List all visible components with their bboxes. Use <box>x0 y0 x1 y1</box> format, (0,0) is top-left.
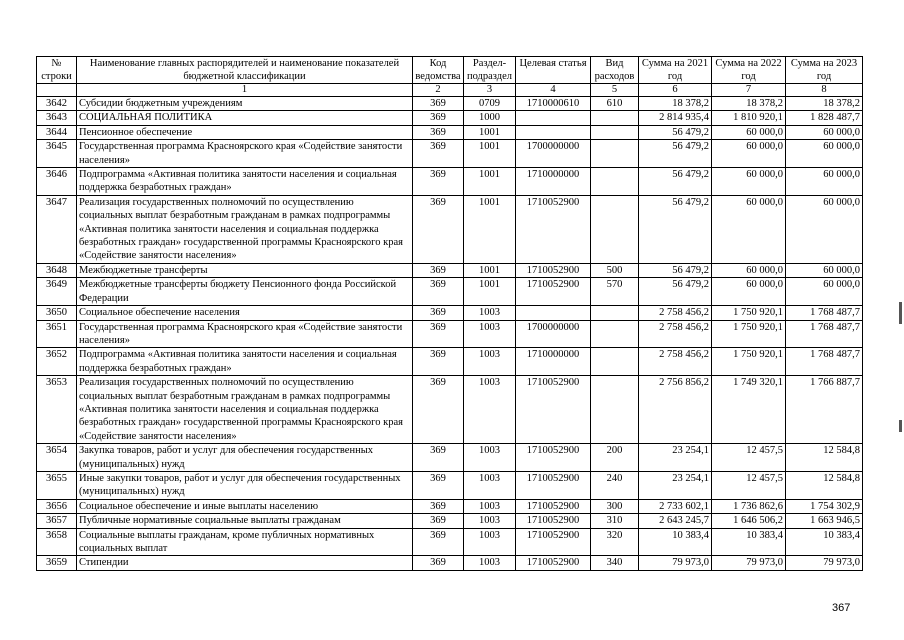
table-row <box>37 471 863 499</box>
index-cell <box>37 84 77 97</box>
row-sum-2022: 18 378,2 <box>712 97 786 111</box>
row-name: Публичные нормативные социальные выплаты гражданам <box>77 514 413 528</box>
row-number: 3652 <box>37 348 77 376</box>
row-sum-2021: 18 378,2 <box>639 97 712 111</box>
index-cell: 1 <box>77 84 413 97</box>
row-ved: 369 <box>413 471 464 499</box>
row-vid <box>591 348 639 376</box>
row-celevaya: 1710000000 <box>516 348 591 376</box>
row-sum-2023: 1 828 487,7 <box>786 111 863 125</box>
table-row <box>37 376 863 444</box>
row-name: Иные закупки товаров, работ и услуг для обеспечения государственных (муниципальных) нужд <box>77 471 413 499</box>
row-vid: 610 <box>591 97 639 111</box>
row-celevaya: 1710052900 <box>516 556 591 570</box>
row-ved: 369 <box>413 514 464 528</box>
row-razdel: 1003 <box>464 499 516 513</box>
row-name: Закупка товаров, работ и услуг для обеспечения государственных (муниципальных) нужд <box>77 444 413 472</box>
row-sum-2022: 60 000,0 <box>712 125 786 139</box>
row-razdel: 1003 <box>464 556 516 570</box>
row-sum-2023: 1 766 887,7 <box>786 376 863 444</box>
row-vid: 340 <box>591 556 639 570</box>
row-sum-2021: 2 758 456,2 <box>639 348 712 376</box>
row-celevaya: 1710052900 <box>516 528 591 556</box>
row-number: 3653 <box>37 376 77 444</box>
row-name: Подпрограмма «Активная политика занятости населения и социальная поддержка безработных граждан» <box>77 348 413 376</box>
row-celevaya: 1710052900 <box>516 471 591 499</box>
table-row <box>37 97 863 111</box>
row-number: 3648 <box>37 263 77 277</box>
row-sum-2021: 56 479,2 <box>639 168 712 196</box>
row-razdel: 1003 <box>464 444 516 472</box>
page-number: 367 <box>832 602 851 614</box>
row-sum-2022: 1 736 862,6 <box>712 499 786 513</box>
row-sum-2021: 2 814 935,4 <box>639 111 712 125</box>
header-name: Наименование главных распорядителей и наименование показателей бюджетной классификации <box>77 57 413 84</box>
row-name: Стипендии <box>77 556 413 570</box>
row-vid: 200 <box>591 444 639 472</box>
row-vid <box>591 306 639 320</box>
row-sum-2021: 2 733 602,1 <box>639 499 712 513</box>
row-celevaya: 1710052900 <box>516 499 591 513</box>
row-vid: 240 <box>591 471 639 499</box>
scan-edge-mark <box>899 302 902 324</box>
row-number: 3654 <box>37 444 77 472</box>
row-number: 3645 <box>37 140 77 168</box>
row-number: 3647 <box>37 195 77 263</box>
row-celevaya: 1700000000 <box>516 140 591 168</box>
table-row <box>37 320 863 348</box>
row-sum-2022: 60 000,0 <box>712 140 786 168</box>
row-ved: 369 <box>413 306 464 320</box>
index-cell: 6 <box>639 84 712 97</box>
row-sum-2021: 10 383,4 <box>639 528 712 556</box>
table-row <box>37 195 863 263</box>
table-row <box>37 444 863 472</box>
row-ved: 369 <box>413 444 464 472</box>
row-celevaya: 1710052900 <box>516 514 591 528</box>
table-row <box>37 306 863 320</box>
row-razdel: 1001 <box>464 125 516 139</box>
row-number: 3659 <box>37 556 77 570</box>
table-row <box>37 125 863 139</box>
row-sum-2023: 60 000,0 <box>786 168 863 196</box>
row-vid <box>591 376 639 444</box>
row-celevaya: 1710052900 <box>516 376 591 444</box>
row-razdel: 1003 <box>464 376 516 444</box>
row-celevaya: 1710000000 <box>516 168 591 196</box>
row-razdel: 1003 <box>464 348 516 376</box>
header-celevaya: Целевая статья <box>516 57 591 84</box>
row-sum-2021: 56 479,2 <box>639 125 712 139</box>
row-number: 3656 <box>37 499 77 513</box>
row-ved: 369 <box>413 556 464 570</box>
row-razdel: 1001 <box>464 168 516 196</box>
row-sum-2022: 1 749 320,1 <box>712 376 786 444</box>
row-sum-2023: 1 768 487,7 <box>786 306 863 320</box>
row-name: Государственная программа Красноярского края «Содействие занятости населения» <box>77 140 413 168</box>
table-row <box>37 140 863 168</box>
row-razdel: 0709 <box>464 97 516 111</box>
row-razdel: 1001 <box>464 263 516 277</box>
row-name: Субсидии бюджетным учреждениям <box>77 97 413 111</box>
row-number: 3650 <box>37 306 77 320</box>
row-vid <box>591 140 639 168</box>
row-name: СОЦИАЛЬНАЯ ПОЛИТИКА <box>77 111 413 125</box>
row-ved: 369 <box>413 528 464 556</box>
row-razdel: 1003 <box>464 306 516 320</box>
header-razdel: Раздел-подраздел <box>464 57 516 84</box>
row-sum-2021: 2 758 456,2 <box>639 306 712 320</box>
row-sum-2023: 60 000,0 <box>786 140 863 168</box>
row-celevaya <box>516 125 591 139</box>
row-sum-2021: 2 758 456,2 <box>639 320 712 348</box>
table-body <box>37 97 863 571</box>
row-ved: 369 <box>413 140 464 168</box>
row-celevaya: 1710052900 <box>516 195 591 263</box>
row-vid: 310 <box>591 514 639 528</box>
row-ved: 369 <box>413 97 464 111</box>
row-razdel: 1000 <box>464 111 516 125</box>
row-sum-2023: 10 383,4 <box>786 528 863 556</box>
row-sum-2022: 60 000,0 <box>712 263 786 277</box>
column-index-row <box>37 84 863 97</box>
index-cell: 3 <box>464 84 516 97</box>
table-row <box>37 263 863 277</box>
row-sum-2023: 1 768 487,7 <box>786 348 863 376</box>
table-header <box>37 57 863 97</box>
row-razdel: 1003 <box>464 528 516 556</box>
table-row <box>37 111 863 125</box>
row-number: 3646 <box>37 168 77 196</box>
row-ved: 369 <box>413 376 464 444</box>
row-name: Межбюджетные трансферты <box>77 263 413 277</box>
row-sum-2023: 1 754 302,9 <box>786 499 863 513</box>
row-sum-2023: 18 378,2 <box>786 97 863 111</box>
header-sum-2023: Сумма на 2023 год <box>786 57 863 84</box>
row-name: Социальные выплаты гражданам, кроме публичных нормативных социальных выплат <box>77 528 413 556</box>
scan-edge-mark <box>899 420 902 432</box>
row-razdel: 1003 <box>464 320 516 348</box>
row-vid: 300 <box>591 499 639 513</box>
row-vid <box>591 320 639 348</box>
row-ved: 369 <box>413 278 464 306</box>
table-row <box>37 556 863 570</box>
index-cell: 7 <box>712 84 786 97</box>
row-sum-2023: 12 584,8 <box>786 471 863 499</box>
row-sum-2021: 79 973,0 <box>639 556 712 570</box>
row-name: Реализация государственных полномочий по осуществлению социальных выплат безработным гражданам в рамках подпрограммы «Активная политика занятости населения и социальная поддержка безработных граждан» государственной программы Красноярского края «Содействие занятости населения» <box>77 195 413 263</box>
row-celevaya <box>516 306 591 320</box>
index-cell: 5 <box>591 84 639 97</box>
row-razdel: 1001 <box>464 195 516 263</box>
row-razdel: 1001 <box>464 278 516 306</box>
row-number: 3642 <box>37 97 77 111</box>
header-ved: Код ведомства <box>413 57 464 84</box>
row-sum-2021: 23 254,1 <box>639 444 712 472</box>
row-sum-2021: 56 479,2 <box>639 140 712 168</box>
row-sum-2021: 2 756 856,2 <box>639 376 712 444</box>
row-sum-2023: 60 000,0 <box>786 195 863 263</box>
row-name: Социальное обеспечение и иные выплаты населению <box>77 499 413 513</box>
row-number: 3651 <box>37 320 77 348</box>
row-name: Государственная программа Красноярского края «Содействие занятости населения» <box>77 320 413 348</box>
row-sum-2022: 1 750 920,1 <box>712 320 786 348</box>
row-vid: 500 <box>591 263 639 277</box>
row-sum-2022: 1 750 920,1 <box>712 348 786 376</box>
header-sum-2022: Сумма на 2022 год <box>712 57 786 84</box>
row-sum-2022: 1 750 920,1 <box>712 306 786 320</box>
row-razdel: 1003 <box>464 514 516 528</box>
row-ved: 369 <box>413 195 464 263</box>
row-ved: 369 <box>413 263 464 277</box>
row-ved: 369 <box>413 320 464 348</box>
index-cell: 4 <box>516 84 591 97</box>
row-sum-2023: 1 768 487,7 <box>786 320 863 348</box>
table-row <box>37 168 863 196</box>
row-vid: 320 <box>591 528 639 556</box>
row-sum-2022: 60 000,0 <box>712 168 786 196</box>
row-sum-2022: 12 457,5 <box>712 444 786 472</box>
row-sum-2023: 1 663 946,5 <box>786 514 863 528</box>
row-ved: 369 <box>413 499 464 513</box>
row-sum-2023: 60 000,0 <box>786 125 863 139</box>
row-number: 3649 <box>37 278 77 306</box>
header-sum-2021: Сумма на 2021 год <box>639 57 712 84</box>
row-sum-2022: 60 000,0 <box>712 278 786 306</box>
row-sum-2021: 56 479,2 <box>639 195 712 263</box>
row-sum-2022: 79 973,0 <box>712 556 786 570</box>
row-sum-2023: 60 000,0 <box>786 278 863 306</box>
row-celevaya: 1710000610 <box>516 97 591 111</box>
row-sum-2023: 60 000,0 <box>786 263 863 277</box>
row-sum-2023: 12 584,8 <box>786 444 863 472</box>
row-ved: 369 <box>413 125 464 139</box>
row-number: 3644 <box>37 125 77 139</box>
row-vid <box>591 125 639 139</box>
table-row <box>37 514 863 528</box>
header-row-number: № строки <box>37 57 77 84</box>
index-cell: 2 <box>413 84 464 97</box>
row-number: 3657 <box>37 514 77 528</box>
row-number: 3643 <box>37 111 77 125</box>
row-name: Межбюджетные трансферты бюджету Пенсионного фонда Российской Федерации <box>77 278 413 306</box>
row-name: Подпрограмма «Активная политика занятости населения и социальная поддержка безработных граждан» <box>77 168 413 196</box>
row-celevaya: 1710052900 <box>516 263 591 277</box>
row-number: 3658 <box>37 528 77 556</box>
row-sum-2021: 23 254,1 <box>639 471 712 499</box>
row-vid <box>591 111 639 125</box>
row-sum-2021: 56 479,2 <box>639 278 712 306</box>
row-sum-2022: 1 810 920,1 <box>712 111 786 125</box>
row-name: Реализация государственных полномочий по осуществлению социальных выплат безработным гражданам в рамках подпрограммы «Активная политика занятости населения и социальная поддержка безработных граждан» государственной программы Красноярского края «Содействие занятости населения» <box>77 376 413 444</box>
row-ved: 369 <box>413 348 464 376</box>
row-razdel: 1001 <box>464 140 516 168</box>
table-row <box>37 499 863 513</box>
row-sum-2021: 2 643 245,7 <box>639 514 712 528</box>
table-row <box>37 528 863 556</box>
row-sum-2021: 56 479,2 <box>639 263 712 277</box>
row-razdel: 1003 <box>464 471 516 499</box>
row-sum-2022: 10 383,4 <box>712 528 786 556</box>
row-name: Пенсионное обеспечение <box>77 125 413 139</box>
row-sum-2022: 1 646 506,2 <box>712 514 786 528</box>
row-name: Социальное обеспечение населения <box>77 306 413 320</box>
header-row <box>37 57 863 84</box>
row-ved: 369 <box>413 168 464 196</box>
row-sum-2022: 60 000,0 <box>712 195 786 263</box>
row-number: 3655 <box>37 471 77 499</box>
row-sum-2023: 79 973,0 <box>786 556 863 570</box>
row-vid <box>591 168 639 196</box>
row-celevaya <box>516 111 591 125</box>
header-vid: Вид расходов <box>591 57 639 84</box>
row-vid: 570 <box>591 278 639 306</box>
row-ved: 369 <box>413 111 464 125</box>
budget-table <box>36 56 863 571</box>
table-row <box>37 278 863 306</box>
row-celevaya: 1710052900 <box>516 278 591 306</box>
row-vid <box>591 195 639 263</box>
row-celevaya: 1700000000 <box>516 320 591 348</box>
table-row <box>37 348 863 376</box>
row-celevaya: 1710052900 <box>516 444 591 472</box>
index-cell: 8 <box>786 84 863 97</box>
row-sum-2022: 12 457,5 <box>712 471 786 499</box>
